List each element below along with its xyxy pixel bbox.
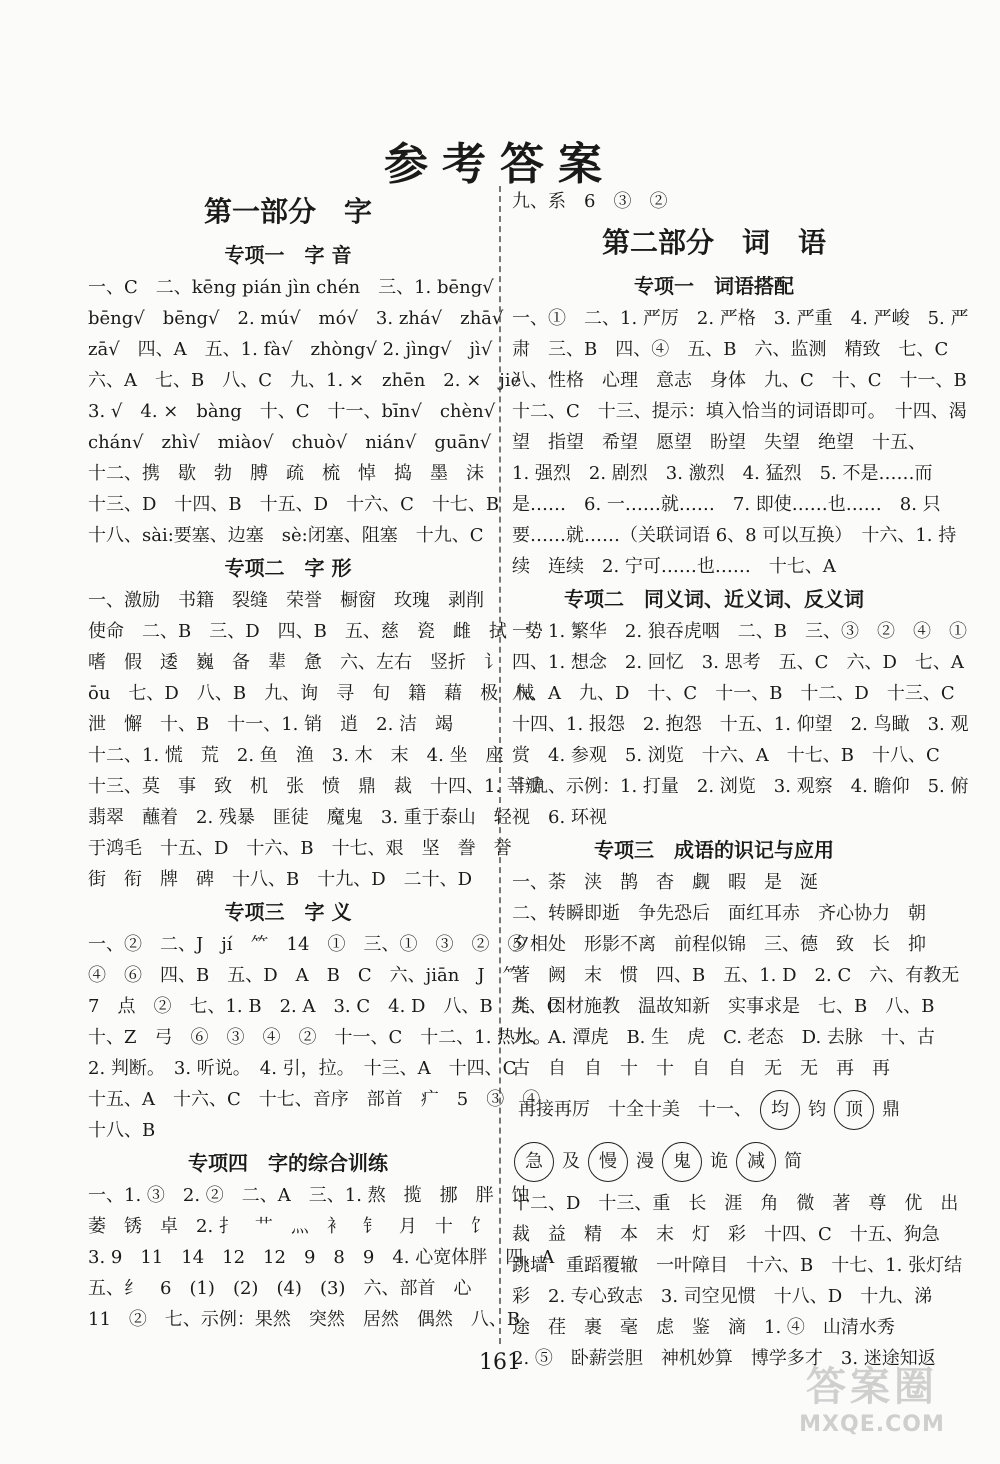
answer-line: 一、1. 繁华 2. 狼吞虎咽 二、B 三、③ ② ④ ① xyxy=(512,621,968,642)
answer-line: 十五、A 十六、C 十七、音序 部首 疒 5 ③ ④ xyxy=(88,1089,541,1110)
answer-line: 跳墙 重蹈覆辙 一叶障目 十六、B 十七、1. 张灯结 xyxy=(512,1255,963,1276)
answer-line: 一、1. ③ 2. ② 二、A 三、1. 熬 揽 挪 胖 蚀 xyxy=(88,1185,530,1206)
answer-line: 一、C 二、kēng pián jìn chén 三、1. bēng√ xyxy=(88,277,494,298)
answer-character: 钧 xyxy=(808,1099,826,1120)
page-title: 参考答案 xyxy=(384,139,616,190)
section-title: 专项三 成语的识记与应用 xyxy=(594,838,834,862)
answer-line: 2. ⑤ 卧薪尝胆 神机妙算 博学多才 3. 迷途知返 xyxy=(512,1348,936,1369)
answer-line: zā√ 四、A 五、1. fà√ zhòng√ 2. jìng√ jì√ xyxy=(88,339,493,360)
answer-line: 二、转瞬即逝 争先恐后 面红耳赤 齐心协力 朝 xyxy=(512,903,926,924)
answer-line: 著 阙 末 惯 四、B 五、1. D 2. C 六、有教无 xyxy=(512,965,960,986)
section-title: 专项四 字的综合训练 xyxy=(188,1151,388,1175)
answer-character: 及 xyxy=(562,1151,580,1172)
answer-line: 九、A. 潭虎 B. 生 虎 C. 老态 D. 去脉 十、古 xyxy=(512,1027,935,1048)
answer-line: 十二、携 歇 勃 膊 疏 梳 悼 捣 墨 沫 xyxy=(88,463,484,484)
answer-line: 视 6. 环视 xyxy=(512,807,607,828)
page-number: 161 xyxy=(479,1350,521,1375)
part-title: 第一部分 字 xyxy=(203,195,372,228)
answer-line: 翡翠 蘸着 2. 残暴 匪徒 魔鬼 3. 重于泰山 轻 xyxy=(88,807,512,828)
answer-line: ōu 七、D 八、B 九、询 寻 旬 籍 藉 极 械 xyxy=(88,683,535,704)
answer-line: 一、激励 书籍 裂缝 荣誉 橱窗 玫瑰 剥削 xyxy=(88,590,484,611)
answer-line: 一、① 二、1. 严厉 2. 严格 3. 严重 4. 严峻 5. 严 xyxy=(512,308,969,329)
answer-character: 再接再厉 十全十美 十一、 xyxy=(518,1099,752,1120)
answer-line: 赏 4. 参观 5. 浏览 十六、A 十七、B 十八、C xyxy=(512,745,940,766)
answer-line: 街 衔 牌 碑 十八、B 十九、D 二十、D xyxy=(88,869,473,890)
answer-character: 简 xyxy=(784,1151,802,1172)
section-title: 专项二 字 形 xyxy=(224,556,352,580)
answer-character: 漫 xyxy=(636,1151,654,1172)
answer-line: 十二、C 十三、提示：填入恰当的词语即可。 十四、渴 xyxy=(512,401,967,422)
answer-line: 十八、B xyxy=(88,1120,156,1141)
answer-line: 要……就……（关联词语 6、8 可以互换） 十六、1. 持 xyxy=(512,525,957,546)
answer-line: 类 因材施教 温故知新 实事求是 七、B 八、B xyxy=(512,996,935,1017)
circled-character: 均 xyxy=(760,1090,800,1130)
answer-line: 途 荏 裹 毫 虑 鉴 滴 1. ④ 山清水秀 xyxy=(512,1317,895,1338)
answer-line: chán√ zhì√ miào√ chuò√ nián√ guān√ xyxy=(88,432,492,453)
answer-line: 九、系 6 ③ ② xyxy=(512,191,668,212)
answer-line: 肃 三、B 四、④ 五、B 六、监测 精致 七、C xyxy=(512,339,949,360)
answer-line: 夕相处 形影不离 前程似锦 三、德 致 长 抑 xyxy=(512,934,926,955)
answer-line: 十九、示例：1. 打量 2. 浏览 3. 观察 4. 瞻仰 5. 俯 xyxy=(512,776,969,797)
answer-line: 八、性格 心理 意志 身体 九、C 十、C 十一、B xyxy=(512,370,967,391)
answer-line: 是…… 6. 一……就…… 7. 即使……也…… 8. 只 xyxy=(512,494,941,515)
circled-answer-row xyxy=(512,1136,916,1188)
answer-line: 五、纟 6 (1) (2) (4) (3) 六、部首 心 xyxy=(88,1278,472,1299)
answer-line: 于鸿毛 十五、D 十六、B 十七、艰 坚 誊 誉 xyxy=(88,838,512,859)
answer-line: 嗜 假 逶 巍 备 辈 惫 六、左右 竖折 讠 xyxy=(88,652,502,673)
circled-answer-row xyxy=(512,1084,916,1136)
answer-character: 诡 xyxy=(710,1151,728,1172)
section-title: 专项二 同义词、近义词、反义词 xyxy=(564,587,864,611)
circled-character: 鬼 xyxy=(662,1142,702,1182)
answer-line: 3. 9 11 14 12 12 9 8 9 4. 心宽体胖 四、A xyxy=(88,1247,555,1268)
answer-line: 1. 强烈 2. 剧烈 3. 激烈 4. 猛烈 5. 不是……而 xyxy=(512,463,933,484)
answer-line: 四、1. 想念 2. 回忆 3. 思考 五、C 六、D 七、A xyxy=(512,652,964,673)
answer-line: 使命 二、B 三、D 四、B 五、慈 瓷 雌 拭 势 xyxy=(88,621,543,642)
answer-line: 续 连续 2. 宁可……也…… 十七、A xyxy=(512,556,836,577)
answer-line: 彩 2. 专心致志 3. 司空见惯 十八、D 十九、涕 xyxy=(512,1286,933,1307)
section-title: 专项一 字 音 xyxy=(224,243,352,267)
section-title: 专项一 词语搭配 xyxy=(634,274,794,298)
answer-line: 十八、sài:要塞、边塞 sè:闭塞、阻塞 十九、C xyxy=(88,525,484,546)
answer-line: 十三、D 十四、B 十五、D 十六、C 十七、B xyxy=(88,494,500,515)
answer-line: 古 自 自 十 十 自 自 无 无 再 再 xyxy=(512,1058,890,1079)
answer-line: 泄 懈 十、B 十一、1. 销 逍 2. 洁 竭 xyxy=(88,714,454,735)
answer-line: 十三、莫 事 致 机 张 愤 鼎 裁 十四、1. 莘瓣 xyxy=(88,776,543,797)
answer-line: 裁 益 精 本 末 灯 彩 十四、C 十五、狗急 xyxy=(512,1224,940,1245)
answer-character: 鼎 xyxy=(882,1099,900,1120)
right-sections xyxy=(512,269,969,1374)
answer-line: ④ ⑥ 四、B 五、D A B C 六、jiān J ⺮ xyxy=(88,965,521,986)
right-column xyxy=(512,186,969,1374)
answer-line: 十二、D 十三、重 长 涯 角 微 著 尊 优 出 xyxy=(512,1193,959,1214)
answer-line: 一、② 二、J jí ⺮ 14 ① 三、① ③ ② ⑤ xyxy=(88,934,526,955)
answer-line: 11 ② 七、示例：果然 突然 居然 偶然 八、B xyxy=(88,1309,521,1330)
answer-line: 一、荼 浃 鹊 杳 觑 暇 是 涎 xyxy=(512,872,818,893)
section-title: 专项三 字 义 xyxy=(224,900,352,924)
answer-line: 2. 判断。 3. 听说。 4. 引，拉。 十三、A 十四、C xyxy=(88,1058,517,1079)
answer-line: 十、Z 弓 ⑥ ③ ④ ② 十一、C 十二、1. 热水。 xyxy=(88,1027,552,1048)
part-title: 第二部分 词 语 xyxy=(601,226,826,259)
circled-character: 慢 xyxy=(588,1142,628,1182)
answer-line: 六、A 七、B 八、C 九、1. × zhēn 2. × jiè xyxy=(88,370,522,391)
circled-character: 减 xyxy=(736,1142,776,1182)
circled-character: 急 xyxy=(514,1142,554,1182)
answer-line: 十四、1. 报怨 2. 抱怨 十五、1. 仰望 2. 鸟瞰 3. 观 xyxy=(512,714,969,735)
answer-line: 八、A 九、D 十、C 十一、B 十二、D 十三、C xyxy=(512,683,955,704)
watermark-main: 答案圈 xyxy=(806,1364,938,1410)
watermark-sub: MXQE.COM xyxy=(799,1412,945,1437)
circled-character: 顶 xyxy=(834,1090,874,1130)
answer-line: 7 点 ② 七、1. B 2. A 3. C 4. D 八、B 九、C xyxy=(88,996,561,1017)
answer-line: 望 指望 希望 愿望 盼望 失望 绝望 十五、 xyxy=(512,432,926,453)
answer-line: 萎 锈 卓 2. 扌 艹 灬 衤 钅 月 十 饣 xyxy=(88,1216,489,1237)
answer-line: 十二、1. 慌 荒 2. 鱼 渔 3. 木 末 4. 坐 座 xyxy=(88,745,504,766)
watermark-logo xyxy=(772,1362,972,1448)
answer-line: bēng√ bēng√ 2. mú√ mó√ 3. zhá√ zhā√ xyxy=(88,308,504,329)
answer-line: 3. √ 4. × bàng 十、C 十一、bīn√ chèn√ xyxy=(88,401,496,422)
